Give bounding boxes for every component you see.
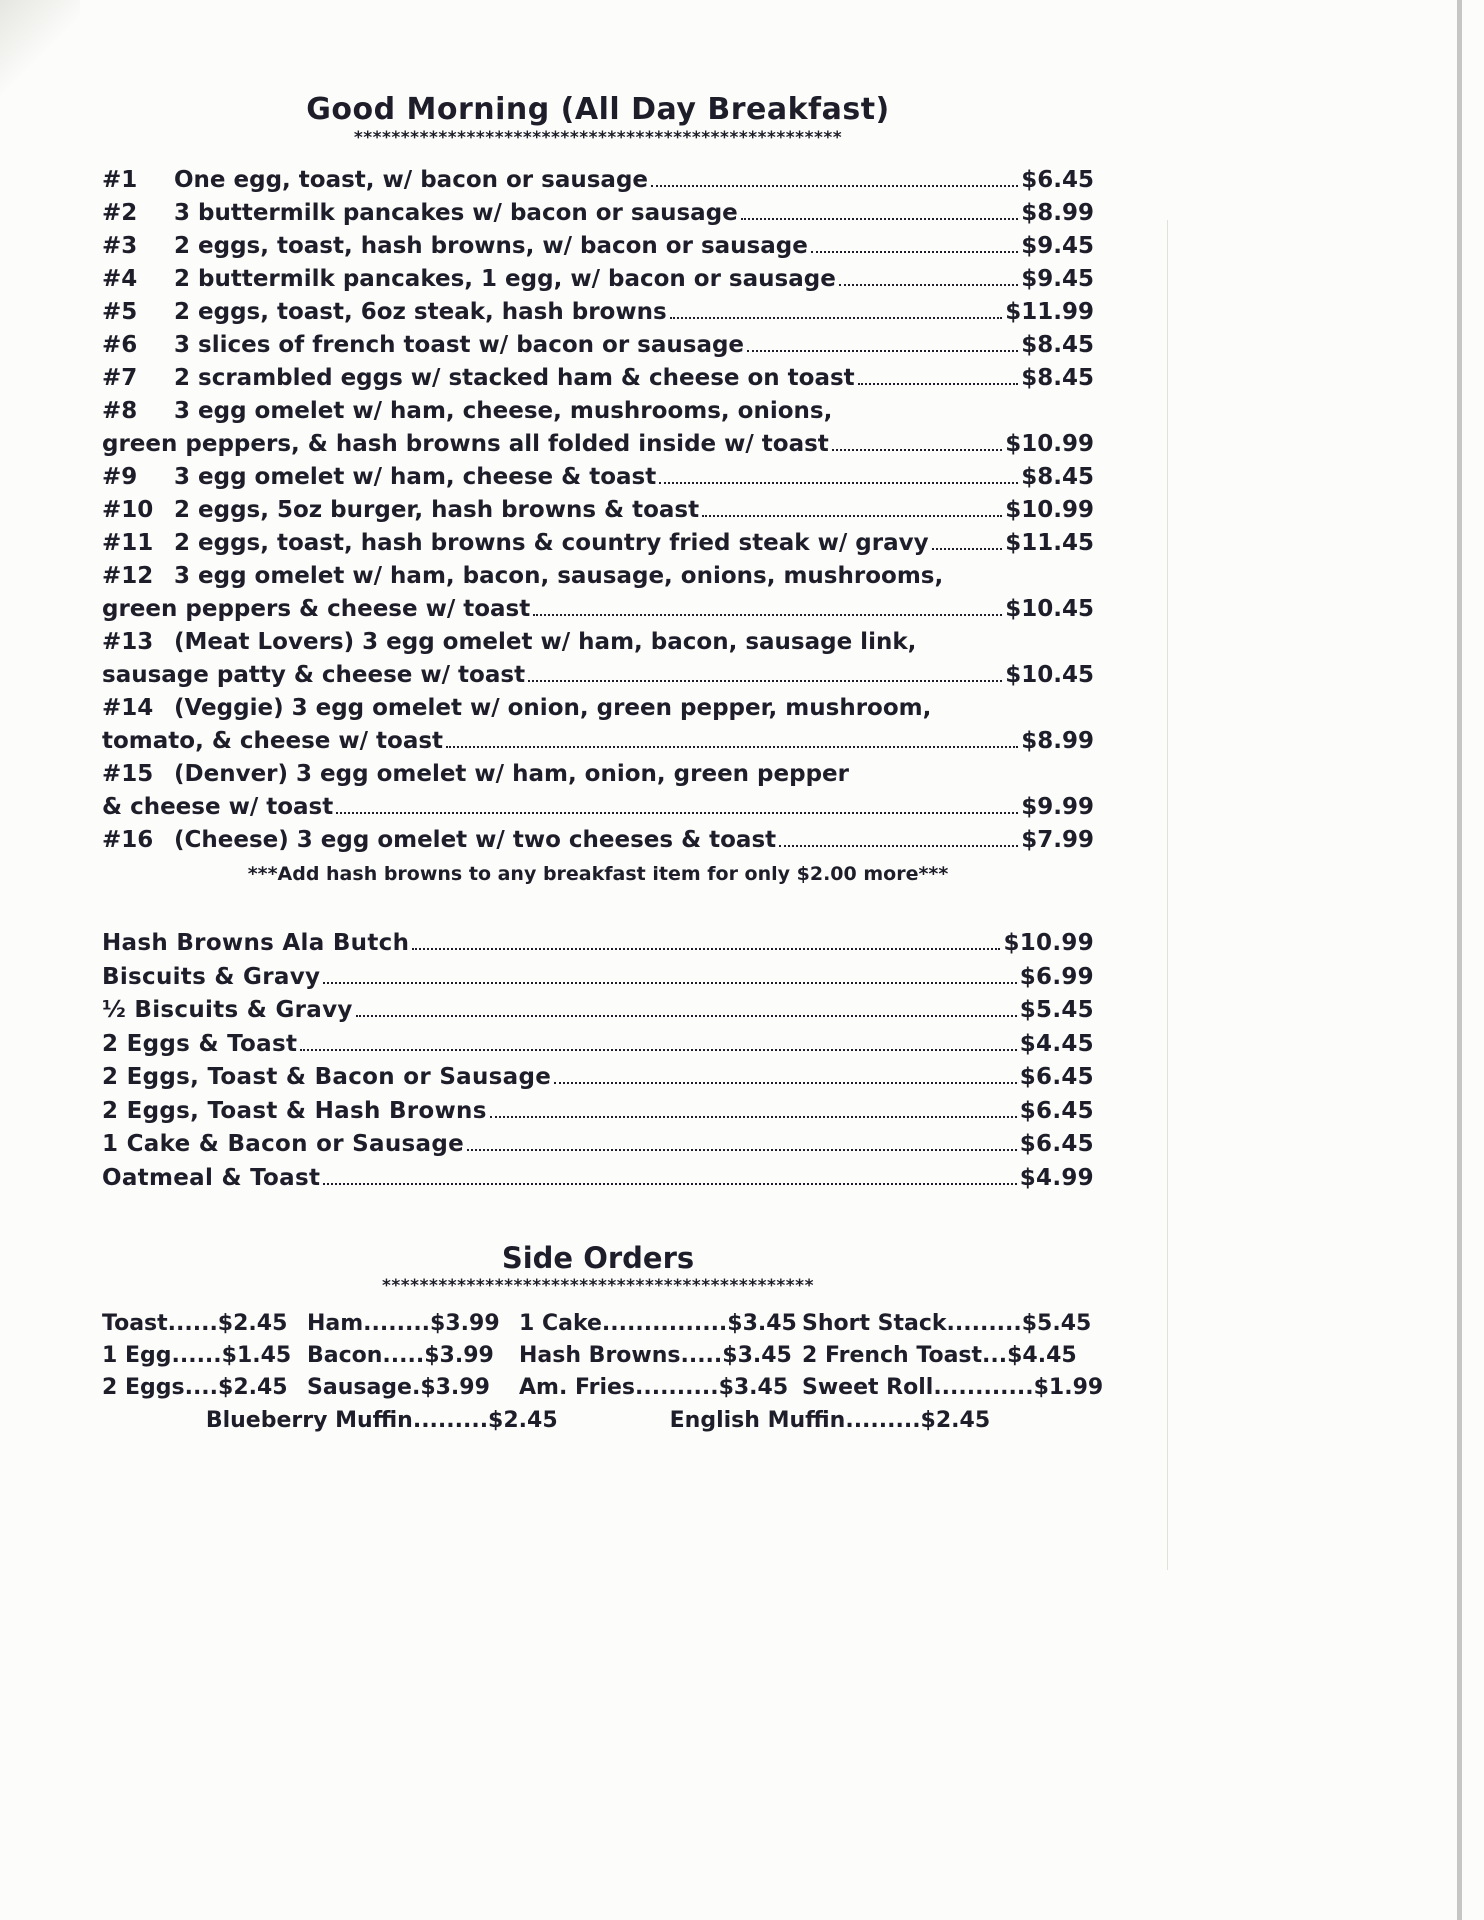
title-stars-divider: **************************************************** (353, 128, 843, 148)
item-description: 3 egg omelet w/ ham, bacon, sausage, onions, mushrooms, (174, 563, 944, 589)
breakfast-item-row (102, 560, 1094, 593)
dotted-leader (747, 350, 1018, 352)
item-description: (Meat Lovers) 3 egg omelet w/ ham, bacon, sausage link, (174, 629, 917, 655)
side-order-item: Sweet Roll............$1.99 (802, 1375, 1104, 1400)
breakfast-item-row (102, 329, 1094, 362)
item-number: #15 (102, 761, 154, 787)
item-number: #10 (102, 497, 154, 523)
breakfast-item-row (102, 758, 1094, 791)
item-description: Hash Browns Ala Butch (102, 930, 410, 956)
extra-item-row (102, 1095, 1094, 1129)
side-order-item: Bacon.....$3.99 (307, 1343, 494, 1368)
item-price: $9.45 (1021, 233, 1094, 259)
item-number: #13 (102, 629, 154, 655)
item-number: #12 (102, 563, 154, 589)
hash-browns-note: ***Add hash browns to any breakfast item for only $2.00 more*** (247, 863, 949, 885)
dotted-leader (356, 1015, 1017, 1017)
item-number: #3 (102, 233, 138, 259)
item-price: $9.45 (1021, 266, 1094, 292)
item-price: $8.45 (1021, 464, 1094, 490)
item-description-continued: green peppers & cheese w/ toast (102, 596, 531, 622)
item-description: One egg, toast, w/ bacon or sausage (174, 167, 649, 193)
side-orders-stars-divider: ********************************************** (382, 1276, 814, 1296)
dotted-leader (832, 449, 1002, 451)
dotted-leader (467, 1149, 1017, 1151)
item-number: #6 (102, 332, 138, 358)
dotted-leader (336, 812, 1018, 814)
dotted-leader (446, 746, 1018, 748)
dotted-leader (659, 482, 1018, 484)
item-price: $8.45 (1021, 365, 1094, 391)
item-price: $10.99 (1005, 497, 1094, 523)
item-description: 2 Eggs, Toast & Bacon or Sausage (102, 1064, 552, 1090)
dotted-leader (323, 982, 1016, 984)
side-order-item: Am. Fries..........$3.45 (519, 1375, 789, 1400)
item-description: 2 buttermilk pancakes, 1 egg, w/ bacon or sausage (174, 266, 836, 292)
breakfast-item-row (102, 296, 1094, 329)
breakfast-item-row (102, 692, 1094, 725)
item-price: $5.45 (1019, 997, 1094, 1023)
extra-item-row (102, 1028, 1094, 1062)
item-description: 3 egg omelet w/ ham, cheese, mushrooms, onions, (174, 398, 833, 424)
breakfast-item-row (102, 230, 1094, 263)
item-number: #14 (102, 695, 154, 721)
breakfast-item-continuation-row (102, 791, 1094, 824)
side-order-item: Sausage.$3.99 (307, 1375, 490, 1400)
side-order-item: 1 Cake...............$3.45 (519, 1311, 797, 1336)
breakfast-item-row (102, 527, 1094, 560)
item-description-continued: green peppers, & hash browns all folded inside w/ toast (102, 431, 829, 457)
item-description: 2 eggs, toast, hash browns & country fried steak w/ gravy (174, 530, 929, 556)
breakfast-item-row (102, 626, 1094, 659)
item-description: 3 slices of french toast w/ bacon or sausage (174, 332, 745, 358)
extra-item-row (102, 994, 1094, 1028)
extra-item-row (102, 961, 1094, 995)
breakfast-list (102, 164, 1094, 857)
side-order-item: Toast......$2.45 (102, 1311, 288, 1336)
item-price: $10.99 (1005, 431, 1094, 457)
breakfast-item-continuation-row (102, 428, 1094, 461)
item-price: $11.45 (1005, 530, 1094, 556)
dotted-leader (300, 1049, 1016, 1051)
item-number: #16 (102, 827, 154, 853)
item-number: #11 (102, 530, 154, 556)
item-description: 2 Eggs & Toast (102, 1030, 298, 1057)
item-price: $10.99 (1003, 930, 1094, 956)
page-title: Good Morning (All Day Breakfast) (306, 92, 890, 127)
scan-edge-shadow (1457, 0, 1462, 1920)
item-price: $4.99 (1019, 1164, 1094, 1191)
item-description: 2 eggs, toast, hash browns, w/ bacon or sausage (174, 233, 808, 259)
item-price: $6.45 (1019, 1097, 1094, 1124)
item-description-continued: sausage patty & cheese w/ toast (102, 662, 526, 688)
item-price: $6.45 (1019, 1131, 1094, 1157)
item-description: 2 Eggs, Toast & Hash Browns (102, 1097, 487, 1124)
item-description: (Cheese) 3 egg omelet w/ two cheeses & toast (174, 827, 777, 853)
extra-item-row (102, 1061, 1094, 1095)
dotted-leader (490, 1116, 1017, 1118)
breakfast-item-row (102, 494, 1094, 527)
breakfast-item-continuation-row (102, 659, 1094, 692)
item-description: 3 buttermilk pancakes w/ bacon or sausage (174, 200, 738, 226)
dotted-leader (323, 1183, 1016, 1185)
breakfast-item-continuation-row (102, 725, 1094, 758)
dotted-leader (839, 284, 1018, 286)
item-price: $6.45 (1019, 1064, 1094, 1090)
item-price: $10.45 (1005, 662, 1094, 688)
item-description: ½ Biscuits & Gravy (102, 997, 353, 1023)
side-orders-grid (102, 1308, 1104, 1404)
side-order-item: English Muffin.........$2.45 (669, 1408, 991, 1433)
item-price: $4.45 (1019, 1030, 1094, 1057)
item-price: $7.99 (1021, 827, 1094, 853)
item-price: $10.45 (1005, 596, 1094, 622)
dotted-leader (533, 614, 1002, 616)
item-price: $8.45 (1021, 332, 1094, 358)
scan-corner-shadow (0, 0, 80, 100)
dotted-leader (412, 948, 1000, 950)
item-price: $11.99 (1005, 299, 1094, 325)
item-number: #2 (102, 200, 138, 226)
breakfast-item-row (102, 824, 1094, 857)
extra-items-list (102, 927, 1094, 1195)
breakfast-item-row (102, 164, 1094, 197)
dotted-leader (741, 218, 1018, 220)
dotted-leader (554, 1082, 1017, 1084)
item-description: 1 Cake & Bacon or Sausage (102, 1131, 465, 1157)
item-number: #7 (102, 365, 138, 391)
dotted-leader (932, 548, 1003, 550)
side-orders-title: Side Orders (501, 1241, 695, 1275)
item-price: $8.99 (1021, 728, 1094, 754)
dotted-leader (528, 680, 1002, 682)
item-price: $8.99 (1021, 200, 1094, 226)
breakfast-item-row (102, 197, 1094, 230)
side-orders-bottom-row (102, 1408, 1094, 1433)
breakfast-item-row (102, 263, 1094, 296)
side-order-item: Short Stack.........$5.45 (802, 1311, 1092, 1336)
item-description: (Denver) 3 egg omelet w/ ham, onion, green pepper (174, 761, 849, 787)
dotted-leader (651, 185, 1018, 187)
menu-content (102, 92, 1104, 1433)
item-description: 2 scrambled eggs w/ stacked ham & cheese on toast (174, 365, 855, 391)
side-order-item: 1 Egg......$1.45 (102, 1343, 292, 1368)
side-order-item: 2 Eggs....$2.45 (102, 1375, 288, 1400)
item-number: #4 (102, 266, 138, 292)
item-price: $9.99 (1021, 794, 1094, 820)
item-number: #5 (102, 299, 138, 325)
dotted-leader (811, 251, 1018, 253)
item-number: #8 (102, 398, 138, 424)
side-order-item: Blueberry Muffin.........$2.45 (205, 1408, 558, 1433)
extra-item-row (102, 927, 1094, 961)
item-description: (Veggie) 3 egg omelet w/ onion, green pepper, mushroom, (174, 695, 932, 721)
side-order-item: 2 French Toast...$4.45 (802, 1343, 1077, 1368)
item-description: 3 egg omelet w/ ham, cheese & toast (174, 464, 657, 490)
item-description: 2 eggs, 5oz burger, hash browns & toast (174, 497, 700, 523)
item-number: #9 (102, 464, 138, 490)
breakfast-item-continuation-row (102, 593, 1094, 626)
item-number: #1 (102, 167, 138, 193)
side-order-item: Hash Browns.....$3.45 (519, 1343, 792, 1368)
extra-item-row (102, 1162, 1094, 1196)
side-order-item: Ham........$3.99 (307, 1311, 500, 1336)
item-description-continued: tomato, & cheese w/ toast (102, 728, 444, 754)
scan-artifact-line (1167, 220, 1168, 1570)
item-price: $6.99 (1019, 963, 1094, 990)
breakfast-item-row (102, 395, 1094, 428)
dotted-leader (858, 383, 1019, 385)
item-description: Oatmeal & Toast (102, 1164, 321, 1191)
dotted-leader (779, 845, 1018, 847)
dotted-leader (670, 317, 1003, 319)
dotted-leader (702, 515, 1002, 517)
extra-item-row (102, 1128, 1094, 1162)
item-price: $6.45 (1021, 167, 1094, 193)
item-description: Biscuits & Gravy (102, 963, 321, 990)
item-description-continued: & cheese w/ toast (102, 794, 334, 820)
breakfast-item-row (102, 362, 1094, 395)
breakfast-item-row (102, 461, 1094, 494)
item-description: 2 eggs, toast, 6oz steak, hash browns (174, 299, 667, 325)
